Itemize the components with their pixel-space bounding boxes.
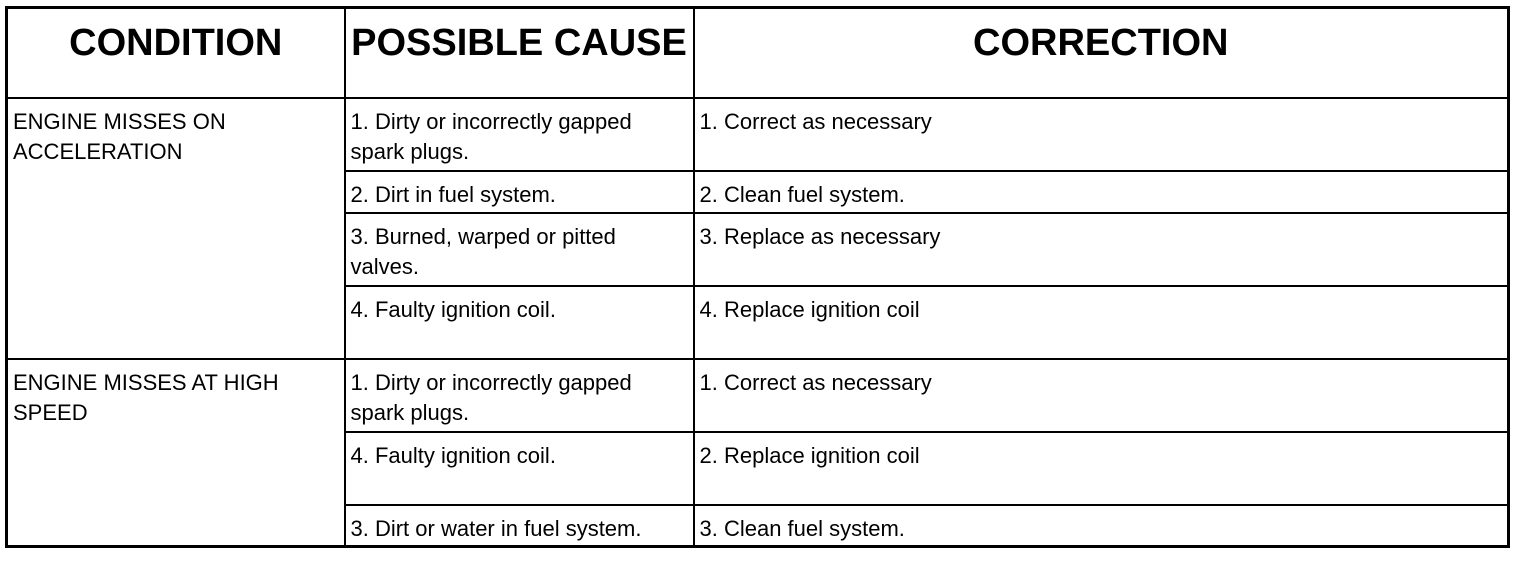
header-correction: CORRECTION — [694, 8, 1509, 98]
correction-cell: 3. Clean fuel system. — [694, 505, 1509, 547]
header-condition: CONDITION — [7, 8, 345, 98]
cause-cell: 1. Dirty or incorrectly gapped spark plugs. — [345, 359, 694, 432]
correction-cell: 1. Correct as necessary — [694, 359, 1509, 432]
cause-cell: 1. Dirty or incorrectly gapped spark plugs. — [345, 98, 694, 171]
correction-cell: 4. Replace ignition coil — [694, 286, 1509, 359]
correction-cell: 2. Clean fuel system. — [694, 171, 1509, 213]
cause-cell: 3. Dirt or water in fuel system. — [345, 505, 694, 547]
cause-cell: 2. Dirt in fuel system. — [345, 171, 694, 213]
correction-cell: 1. Correct as necessary — [694, 98, 1509, 171]
header-possible-cause: POSSIBLE CAUSE — [345, 8, 694, 98]
table-row — [7, 98, 1509, 171]
correction-cell: 3. Replace as necessary — [694, 213, 1509, 286]
table-row — [7, 359, 1509, 432]
cause-cell: 4. Faulty ignition coil. — [345, 432, 694, 505]
header-row — [7, 8, 1509, 98]
cause-cell: 3. Burned, warped or pitted valves. — [345, 213, 694, 286]
correction-cell: 2. Replace ignition coil — [694, 432, 1509, 505]
cause-cell: 4. Faulty ignition coil. — [345, 286, 694, 359]
diagnosis-table — [5, 6, 1510, 548]
condition-cell: ENGINE MISSES AT HIGH SPEED — [7, 359, 345, 547]
condition-cell: ENGINE MISSES ON ACCELERATION — [7, 98, 345, 359]
